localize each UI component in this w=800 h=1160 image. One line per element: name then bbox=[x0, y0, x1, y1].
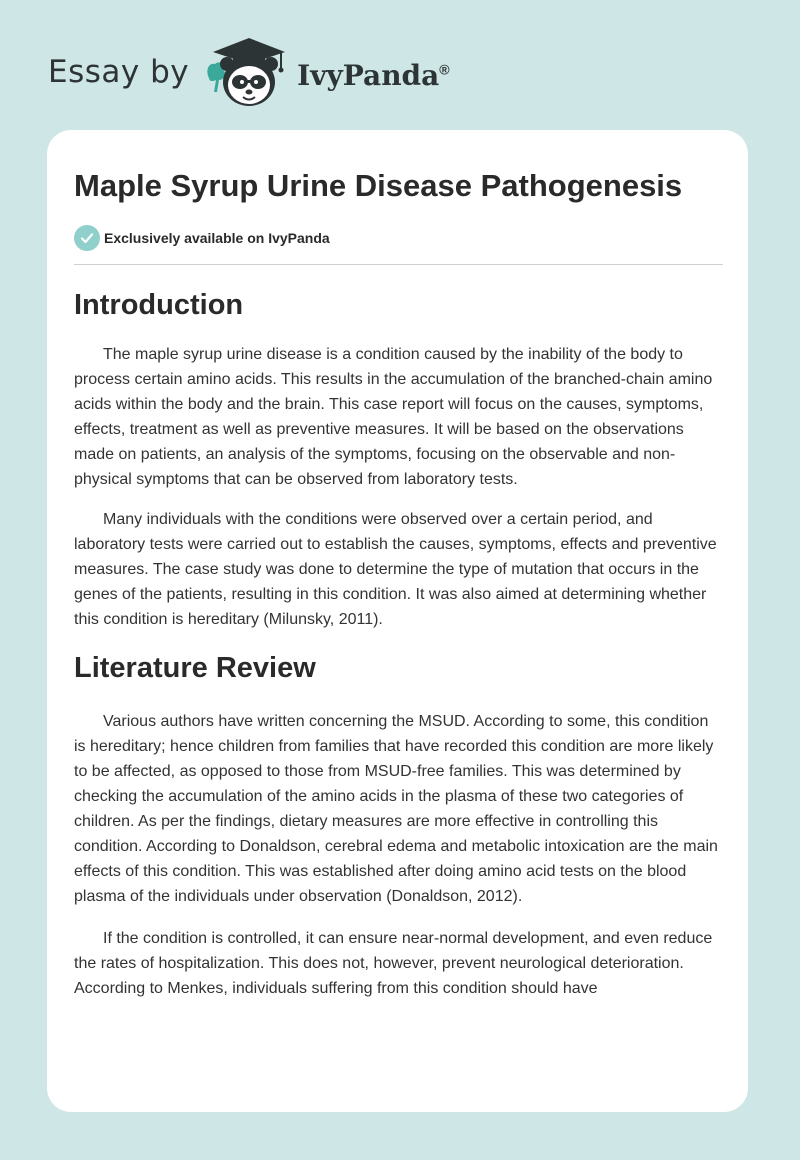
paragraph: Many individuals with the conditions were observed over a certain period, and laboratory tests were carried out to establish the causes, symptoms, effects and preventive measures. The case study was done to determine the type of mutation that occurs in the genes of the patients, resulting in this condition. It was also aimed at determining whether this condition is hereditary (Milunsky, 2011). bbox=[74, 511, 717, 628]
check-circle-icon bbox=[74, 225, 100, 251]
paragraph: Various authors have written concerning the MSUD. According to some, this condition is hereditary; hence children from families that have recorded this condition are more likely to be affected, as opposed to those from MSUD-free families. This was determined by checking the accumulation of the amino acids in the plasma of these two categories of children. As per the findings, dietary measures are more effective in controlling this condition. According to Donaldson, cerebral edema and metabolic intoxication are the main effects of this condition. This was established after doing amino acid tests on the blood plasma of the individuals under observation (Donaldson, 2012). bbox=[74, 713, 718, 905]
divider bbox=[74, 264, 723, 265]
page-title: Maple Syrup Urine Disease Pathogenesis bbox=[74, 168, 683, 203]
brand-essay-by: Essay by bbox=[48, 54, 190, 90]
brand-header[interactable] bbox=[48, 32, 450, 112]
registered-mark: ® bbox=[439, 61, 450, 78]
brand-name: IvyPanda® bbox=[297, 58, 450, 92]
section-heading-introduction: Introduction bbox=[74, 289, 244, 321]
exclusive-badge bbox=[74, 224, 723, 251]
paragraph: The maple syrup urine disease is a condition caused by the inability of the body to process certain amino acids. This results in the accumulation of the branched-chain amino acids within the body and the brain. This case report will focus on the causes, symptoms, effects, treatment as well as preventive measures. It will be based on the observations made on patients, an analysis of the symptoms, focusing on the observable and non-physical symptoms that can be observed from laboratory tests. bbox=[74, 346, 713, 488]
panda-graduate-icon bbox=[203, 32, 293, 112]
exclusive-label: Exclusively available on IvyPanda bbox=[104, 229, 330, 246]
essay-content bbox=[74, 166, 723, 1001]
paragraph: If the condition is controlled, it can ensure near-normal development, and even reduce the rates of hospitalization. This does not, however, prevent neurological deterioration. According to Menkes, individuals suffering from this condition should have bbox=[74, 930, 713, 997]
section-heading-literature-review: Literature Review bbox=[74, 652, 316, 684]
essay-card bbox=[47, 130, 748, 1112]
